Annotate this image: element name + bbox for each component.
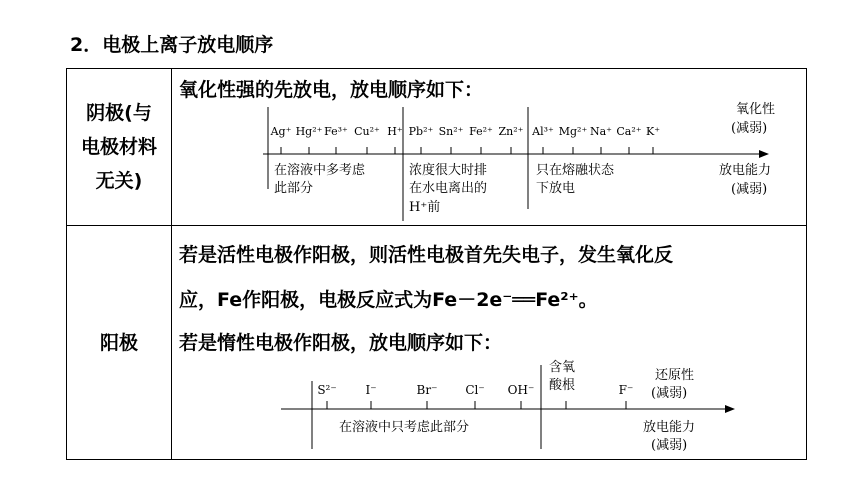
anode-active-line2: 应，Fe作阳极，电极反应式为Fe－2e⁻══Fe²⁺。 <box>179 289 598 311</box>
discharge-ability-trend: (减弱) <box>731 182 768 197</box>
reducing-label: 还原性 <box>655 368 695 383</box>
oxo-acid-label: 含氧 <box>549 360 576 375</box>
cathode-label-line: 无关) <box>95 170 143 192</box>
ion-label: Pb²⁺ <box>408 125 434 138</box>
ion-label: OH⁻ <box>507 383 535 397</box>
ion-label: Br⁻ <box>416 383 438 397</box>
anode-label: 阳极 <box>99 332 138 354</box>
ion-label: Zn²⁺ <box>498 125 524 138</box>
ion-label: Al³⁺ <box>532 125 554 138</box>
ion-label: I⁻ <box>365 383 377 397</box>
discharge-ability-label: 放电能力 <box>643 420 696 435</box>
discharge-ability-label: 放电能力 <box>719 163 772 178</box>
anode-active-line1: 若是活性电极作阳极，则活性电极首先失电子，发生氧化反 <box>179 244 674 266</box>
ion-label: Na⁺ <box>590 125 612 138</box>
oxo-acid-label: 酸根 <box>549 378 576 393</box>
group-note-line: 在水电离出的 <box>409 181 488 196</box>
oxidizing-trend: (减弱) <box>731 121 768 136</box>
row-divider <box>67 225 806 226</box>
oxidizing-label: 氧化性 <box>736 102 776 117</box>
anode-axis-arrow <box>725 405 735 413</box>
cathode-ticks <box>281 147 653 154</box>
ion-label: Fe³⁺ <box>324 125 348 138</box>
group-note-line: 只在熔融状态 <box>536 163 615 178</box>
ion-label: Fe²⁺ <box>469 125 493 138</box>
ion-label: Ca²⁺ <box>616 125 642 138</box>
anode-group-note: 在溶液中只考虑此部分 <box>339 420 470 435</box>
group-note-line: 在溶液中多考虑 <box>274 163 366 178</box>
ion-label: Mg²⁺ <box>558 125 588 138</box>
section-heading: 2．电极上离子放电顺序 <box>70 34 274 56</box>
reducing-trend: (减弱) <box>651 386 688 401</box>
anode-inert-line: 若是惰性电极作阳极，放电顺序如下： <box>179 332 503 354</box>
ion-label: H⁺ <box>387 125 403 138</box>
discharge-ability-trend: (减弱) <box>651 438 688 453</box>
ion-label: Ag⁺ <box>270 125 292 138</box>
ion-label: S²⁻ <box>317 383 337 397</box>
discharge-order-table <box>66 68 807 460</box>
cathode-label-line: 阴极(与 <box>86 102 152 124</box>
group-note-line: 下放电 <box>536 181 576 196</box>
cathode-intro: 氧化性强的先放电，放电顺序如下： <box>179 79 484 101</box>
ion-label: K⁺ <box>645 125 661 138</box>
cathode-order-diagram <box>171 69 807 225</box>
ion-label: Cl⁻ <box>465 383 485 397</box>
ion-label: F⁻ <box>618 383 634 397</box>
anode-ticks <box>327 401 626 409</box>
group-note-line: 浓度很大时排 <box>409 163 488 178</box>
ion-label: Cu²⁺ <box>354 125 380 138</box>
cathode-axis-arrow <box>759 150 769 158</box>
group-note-line: 此部分 <box>274 181 314 196</box>
anode-order-diagram <box>171 357 807 459</box>
group-note-line: H⁺前 <box>409 200 441 215</box>
ion-label: Hg²⁺ <box>295 125 323 138</box>
cathode-label-line: 电极材料 <box>80 136 157 158</box>
cathode-label <box>67 69 171 225</box>
ion-label: Sn²⁺ <box>438 125 464 138</box>
